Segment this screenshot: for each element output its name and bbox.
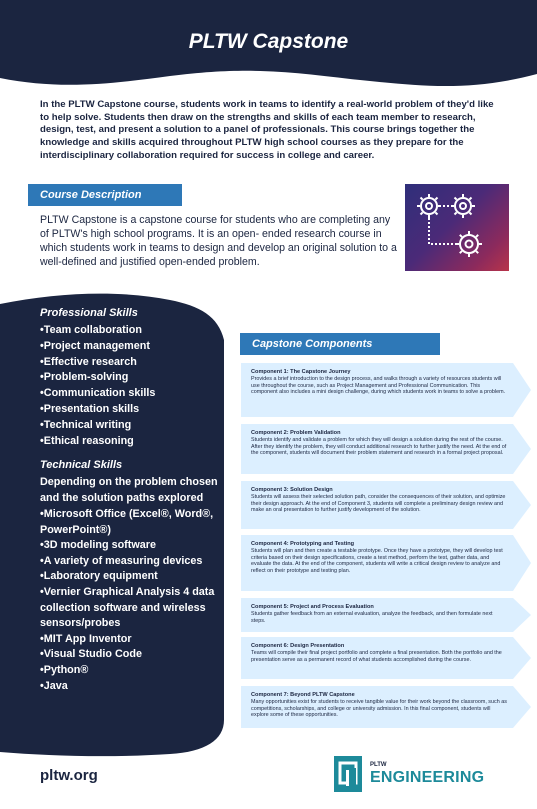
- list-item: •Visual Studio Code: [40, 648, 142, 661]
- component-title: Component 3: Solution Design: [251, 487, 333, 493]
- component-description: Many opportunities exist for students to receive tangible value for their work beyond the classroom, such as competitions, scholarships, and college or university admission. In this final component, students will explore some of these opportunities.: [251, 698, 507, 719]
- component-title: Component 2: Problem Validation: [251, 430, 341, 436]
- component-text-block: [251, 430, 507, 457]
- component-text-block: [251, 369, 507, 396]
- pltw-logo-mark-icon: [334, 756, 362, 792]
- component-card: [241, 686, 531, 728]
- technical-skills-intro: Depending on the problem chosen and the solution paths explored: [40, 476, 218, 505]
- component-card: [241, 637, 531, 679]
- component-card: [241, 363, 531, 417]
- component-text-block: [251, 604, 507, 624]
- list-item: •A variety of measuring devices: [40, 554, 203, 567]
- component-title: Component 4: Prototyping and Testing: [251, 541, 355, 547]
- component-description: Students identify and validate a problem for which they will design a solution during the rest of the course. After they identify the problem, they will conduct additional research to further justify the need. At the end of the component, students will document their problem statement and research in a formal project proposal.: [251, 436, 507, 457]
- component-card: [241, 481, 531, 529]
- gears-illustration: [405, 184, 509, 271]
- component-description: Students gather feedback from an external evaluation, analyze the feedback, and then formulate next steps.: [251, 610, 493, 624]
- component-title: Component 5: Project and Process Evaluation: [251, 604, 374, 610]
- professional-skills-heading: Professional Skills: [40, 307, 138, 319]
- course-description-banner: [28, 184, 182, 206]
- component-text-block: [251, 487, 507, 514]
- page-title: PLTW Capstone: [188, 30, 349, 53]
- list-item: •Microsoft Office (Excel®, Word®, PowerPoint®): [40, 507, 214, 536]
- list-item: •Ethical reasoning: [40, 434, 134, 447]
- gear-icon: [405, 184, 509, 271]
- pltw-engineering-logo: [334, 756, 498, 792]
- list-item: •Project management: [40, 339, 150, 352]
- logo-program-text: ENGINEERING: [370, 769, 485, 786]
- technical-skills-list: [40, 507, 232, 694]
- component-card: [241, 598, 531, 632]
- component-text-block: [251, 643, 507, 663]
- capstone-components-heading: Capstone Components: [252, 338, 373, 350]
- list-item: •Effective research: [40, 355, 137, 368]
- website-url[interactable]: pltw.org: [40, 767, 98, 784]
- component-description: Provides a brief introduction to the design process, and walks through a variety of resources students will use throughout the course, such as Project Management and Professional Communication. This component also includes a mini design challenge, during which students work in teams to solve a problem.: [251, 375, 506, 396]
- intro-paragraph: In the PLTW Capstone course, students work in teams to identify a real-world problem of they'd like to help solve. Students then draw on the strengths and skills of each team member to research, design, test, and present a solution to a panel of professionals. This course brings together the knowledge and skills acquired throughout PLTW high school courses as they prepare for the interdisciplinary collaboration required for success in college and career.: [40, 99, 494, 161]
- list-item: •Java: [40, 679, 68, 692]
- technical-skills-heading: Technical Skills: [40, 459, 123, 472]
- list-item: •MIT App Inventor: [40, 632, 132, 645]
- list-item: •Problem-solving: [40, 371, 129, 384]
- component-title: Component 7: Beyond PLTW Capstone: [251, 692, 355, 698]
- component-description: Teams will compile their final project portfolio and complete a final presentation. Both the portfolio and the presentation serve as a permanent record of what students accomplished during the course.: [251, 649, 502, 663]
- course-description-text: PLTW Capstone is a capstone course for students who are completing any of PLTW's high school programs. It is an open- ended research course in which students work in teams to design and develop an original solution to a well-defined and justified open-ended problem.: [40, 214, 397, 268]
- component-description: Students will assess their selected solution path, consider the consequences of their solution, and optimize their design approach. At the end of Component 3, students will complete a preliminary design review and make an oral presentation to further justify development of the solution.: [251, 493, 506, 514]
- component-text-block: [251, 541, 507, 575]
- logo-brand-text: PLTW: [370, 762, 387, 768]
- list-item: •Technical writing: [40, 418, 132, 431]
- professional-skills-list: [40, 323, 232, 449]
- component-description: Students will plan and then create a testable prototype. Once they have a prototype, they will develop test criteria based on their design specifications, create a test method, perform the test, gather data, and evaluate the data. At the end of the component, students will write a critical design review to analyze and reflect on their prototype and testing plan.: [251, 547, 503, 575]
- component-title: Component 6: Design Presentation: [251, 643, 345, 649]
- list-item: •Communication skills: [40, 387, 156, 400]
- list-item: •Python®: [40, 663, 89, 676]
- list-item: •Team collaboration: [40, 324, 142, 336]
- component-title: Component 1: The Capstone Journey: [251, 369, 351, 375]
- list-item: •3D modeling software: [40, 539, 156, 552]
- component-card: [241, 535, 531, 591]
- header-banner: [0, 0, 537, 92]
- list-item: •Laboratory equipment: [40, 570, 158, 583]
- component-card: [241, 424, 531, 474]
- course-description-heading: Course Description: [40, 189, 142, 201]
- component-text-block: [251, 692, 507, 719]
- skills-section: [40, 307, 232, 694]
- list-item: •Vernier Graphical Analysis 4 data collection software and wireless sensors/probes: [40, 585, 215, 630]
- list-item: •Presentation skills: [40, 402, 140, 415]
- capstone-components-banner: [240, 333, 440, 355]
